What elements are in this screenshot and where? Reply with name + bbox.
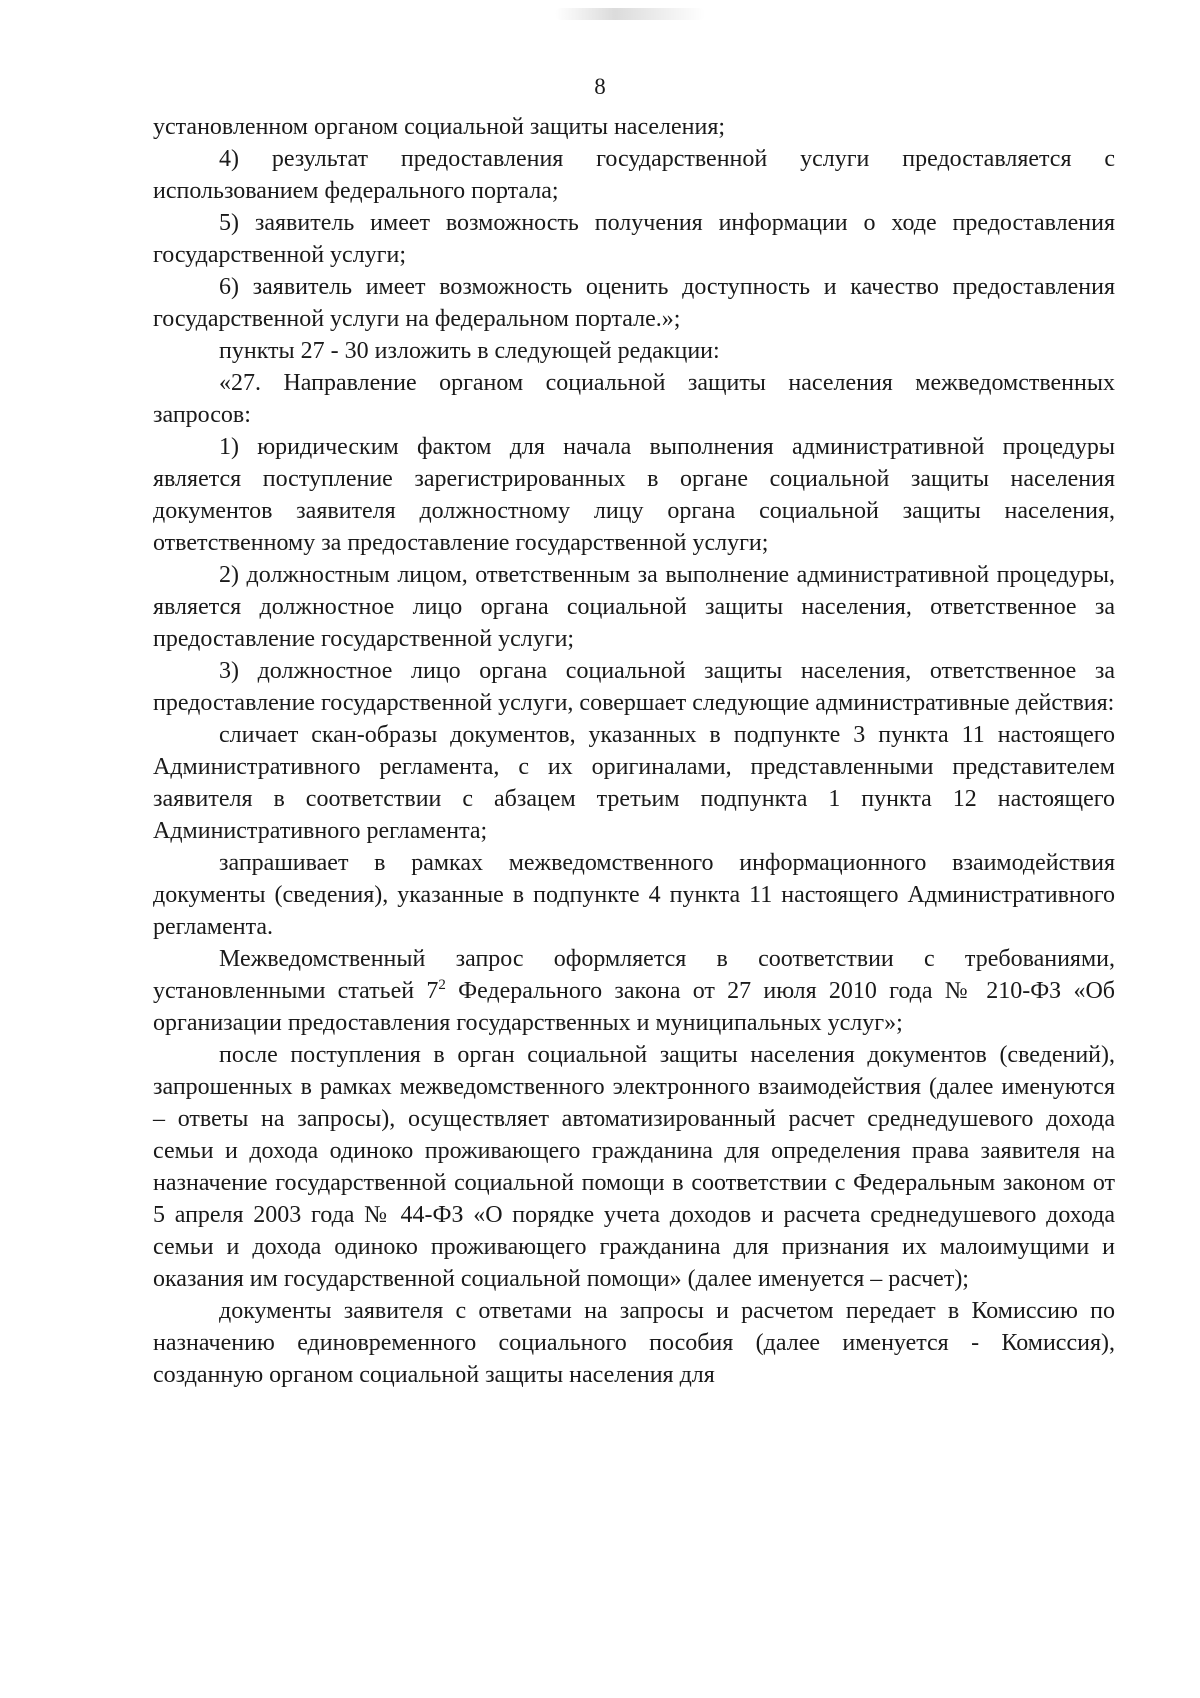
paragraph-27-item-2: 2) должностным лицом, ответственным за выполнение административной процедуры, является должностное лицо органа социальной защиты населения, ответственное за предоставление государственной услуги; bbox=[153, 562, 1115, 652]
paragraph-text-after: Федерального закона от 27 июля 2010 года № 210-ФЗ «Об организации предоставления государственных и муниципальных услуг»; bbox=[153, 978, 1116, 1036]
paragraph-section-27-heading: «27. Направление органом социальной защиты населения межведомственных запросов: bbox=[153, 370, 1115, 428]
page-number: 8 bbox=[594, 74, 606, 99]
paragraph-commission-transfer: документы заявителя с ответами на запросы и расчетом передает в Комиссию по назначению единовременного социального пособия (далее именуется - Комиссия), созданную органом социальной защиты населения для bbox=[153, 1298, 1115, 1388]
superscript-index: 2 bbox=[438, 977, 446, 993]
paragraph-action-request: запрашивает в рамках межведомственного информационного взаимодействия документы (сведения), указанные в подпункте 4 пункта 11 настоящего Административного регламента. bbox=[153, 850, 1115, 940]
paragraph-interagency-request bbox=[153, 943, 1115, 1039]
paragraph-continuation: установленном органом социальной защиты населения; bbox=[153, 114, 726, 140]
paragraph-calculation: после поступления в орган социальной защиты населения документов (сведений), запрошенных в рамках межведомственного электронного взаимодействия (далее именуются – ответы на запросы), осуществляет автоматизированный расчет среднедушевого дохода семьи и дохода одиноко проживающего гражданина для определения права заявителя на назначение государственной социальной помощи в соответствии с Федеральным законом от 5 апреля 2003 года № 44-ФЗ «О порядке учета доходов и расчета среднедушевого дохода семьи и дохода одиноко проживающего гражданина для признания их малоимущими и оказания им государственной социальной помощи» (далее именуется – расчет); bbox=[153, 1042, 1115, 1292]
paragraph-item-6: 6) заявитель имеет возможность оценить доступность и качество предоставления государственной услуги на федеральном портале.»; bbox=[153, 274, 1115, 332]
paragraph-item-5: 5) заявитель имеет возможность получения информации о ходе предоставления государственной услуги; bbox=[153, 210, 1115, 268]
paragraph-amendment-intro: пункты 27 - 30 изложить в следующей редакции: bbox=[219, 338, 720, 364]
scan-artifact bbox=[555, 8, 705, 20]
paragraph-27-item-1: 1) юридическим фактом для начала выполнения административной процедуры является поступление зарегистрированных в органе социальной защиты населения документов заявителя должностному лицу органа социальной защиты населения, ответственному за предоставление государственной услуги; bbox=[153, 434, 1115, 556]
paragraph-action-compare: сличает скан-образы документов, указанных в подпункте 3 пункта 11 настоящего Административного регламента, с их оригиналами, представленными представителем заявителя в соответствии с абзацем третьим подпункта 1 пункта 12 настоящего Административного регламента; bbox=[153, 722, 1115, 844]
paragraph-item-4: 4) результат предоставления государственной услуги предоставляется с использованием федерального портала; bbox=[153, 146, 1115, 204]
paragraph-text-before: Межведомственный запрос оформляется в соответствии с требованиями, установленными статьей 7 bbox=[153, 946, 1115, 1004]
document-body bbox=[153, 111, 1115, 1391]
paragraph-27-item-3: 3) должностное лицо органа социальной защиты населения, ответственное за предоставление государственной услуги, совершает следующие административные действия: bbox=[153, 658, 1115, 716]
